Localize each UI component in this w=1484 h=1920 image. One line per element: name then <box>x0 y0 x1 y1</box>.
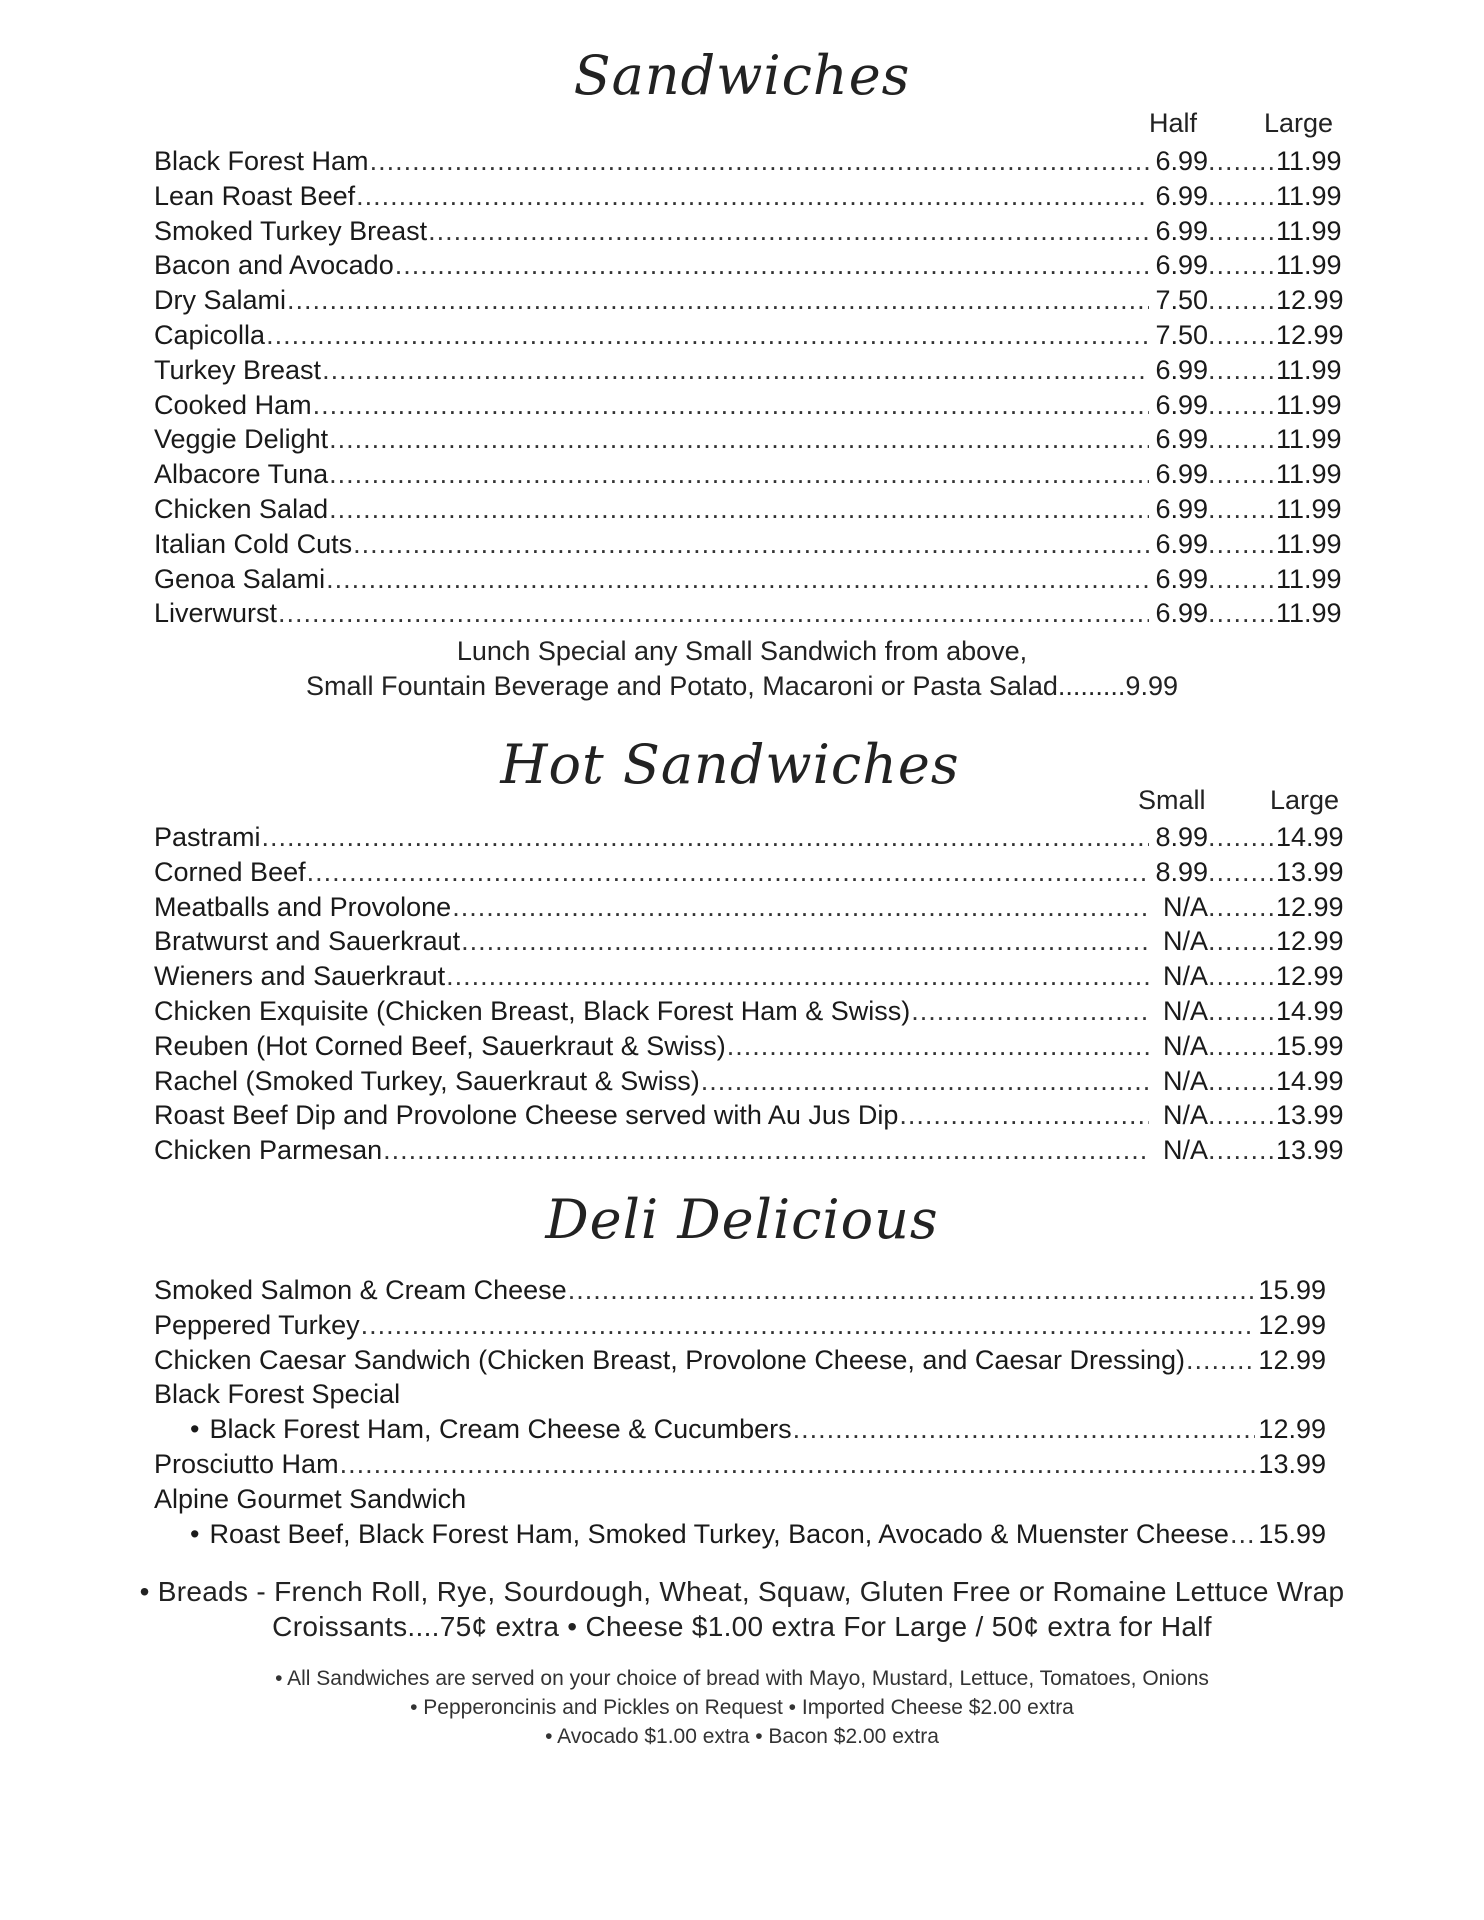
item-price: 13.99 <box>1258 1448 1326 1479</box>
dot-leader <box>262 822 1149 853</box>
dot-leader <box>1208 564 1276 595</box>
item-name: Peppered Turkey <box>154 1309 360 1340</box>
menu-item-row <box>154 494 1346 529</box>
sandwiches-list <box>154 146 1346 633</box>
item-price-large: 11.99 <box>1276 598 1342 629</box>
item-name: Black Forest Ham, Cream Cheese & Cucumbers <box>209 1414 792 1445</box>
dot-leader <box>340 1449 1255 1480</box>
dot-leader <box>356 181 1149 212</box>
item-name: Smoked Salmon & Cream Cheese <box>154 1275 567 1305</box>
item-price-half: 6.99 <box>1155 493 1208 524</box>
item-name: Chicken Exquisite (Chicken Breast, Black Forest Ham & Swiss) <box>154 995 911 1026</box>
item-name: Dry Salami <box>154 285 287 316</box>
item-name: Turkey Breast <box>154 354 322 385</box>
menu-item-row <box>154 822 1346 857</box>
item-price-half: 6.99 <box>1155 598 1208 629</box>
dot-leader <box>1208 892 1276 923</box>
item-price-large: 11.99 <box>1276 493 1342 524</box>
item-name: Albacore Tuna <box>154 459 329 490</box>
dot-leader <box>1208 216 1276 247</box>
item-name: Reuben (Hot Corned Beef, Sauerkraut & Swiss) <box>154 1030 726 1061</box>
dot-leader <box>313 390 1149 421</box>
dot-leader <box>1208 961 1276 992</box>
dot-leader <box>727 1031 1149 1062</box>
item-price-large: 11.99 <box>1276 389 1342 420</box>
dot-leader <box>287 285 1149 316</box>
item-price: 12.99 <box>1258 1309 1326 1340</box>
notes-line1: • All Sandwiches are served on your choice of bread with Mayo, Mustard, Lettuce, Tomatoes, Onions <box>275 1667 1209 1690</box>
item-price-small: N/A <box>1162 995 1208 1026</box>
item-name: Black Forest Special <box>154 1379 401 1410</box>
dot-leader <box>278 598 1149 629</box>
menu-item-row <box>154 598 1346 633</box>
dot-leader <box>1208 1100 1276 1131</box>
dot-leader <box>1208 424 1276 455</box>
item-price-large: 11.99 <box>1276 180 1342 211</box>
dot-leader <box>461 926 1149 957</box>
item-price-half: 6.99 <box>1155 250 1208 281</box>
menu-item-row <box>154 181 1346 216</box>
item-name: Prosciutto Ham <box>154 1448 339 1479</box>
item-name: Capicolla <box>154 319 266 350</box>
item-name: Chicken Salad <box>154 493 329 524</box>
item-price: 12.99 <box>1258 1414 1326 1445</box>
sandwiches-title: Sandwiches <box>573 44 911 107</box>
item-name: Veggie Delight <box>154 424 329 455</box>
dot-leader <box>452 892 1149 923</box>
dot-leader <box>568 1275 1255 1306</box>
sandwiches-col-large: Large <box>1264 108 1334 138</box>
menu-item-row <box>154 390 1346 425</box>
item-price-small: N/A <box>1162 1065 1208 1096</box>
item-price-half: 6.99 <box>1155 424 1208 455</box>
item-price: 12.99 <box>1258 1344 1326 1375</box>
menu-item-row <box>154 1100 1346 1135</box>
dot-leader <box>1186 1345 1255 1376</box>
hot-sandwiches-title: Hot Sandwiches <box>500 733 960 796</box>
bullet-icon: • <box>190 1518 200 1549</box>
menu-item-row <box>154 1031 1346 1066</box>
bullet-icon: • <box>190 1414 200 1445</box>
menu-item-row <box>154 285 1346 320</box>
item-price-small: N/A <box>1162 926 1208 957</box>
hot-sandwiches-list <box>154 822 1346 1170</box>
dot-leader <box>326 564 1149 595</box>
menu-item-row <box>154 1310 1326 1345</box>
dot-leader <box>793 1414 1255 1445</box>
item-price-half: 6.99 <box>1155 354 1208 385</box>
menu-sub-item-row <box>154 1414 1326 1449</box>
dot-leader <box>1208 459 1276 490</box>
menu-item-row <box>154 564 1346 599</box>
dot-leader <box>1208 822 1276 853</box>
notes-line2: • Pepperoncinis and Pickles on Request • Imported Cheese $2.00 extra <box>410 1696 1074 1719</box>
item-name: Lean Roast Beef <box>154 180 356 211</box>
item-price-large: 15.99 <box>1276 1030 1344 1061</box>
item-price-large: 12.99 <box>1276 319 1344 350</box>
sandwiches-col-half: Half <box>1149 108 1198 138</box>
item-price-half: 7.50 <box>1155 285 1208 316</box>
item-price-large: 11.99 <box>1276 528 1342 559</box>
item-price-small: N/A <box>1162 1030 1208 1061</box>
item-name: Bacon and Avocado <box>154 250 394 281</box>
dot-leader <box>701 1066 1149 1097</box>
item-name: Corned Beef <box>154 856 306 887</box>
item-name: Liverwurst <box>154 598 278 629</box>
item-price: 15.99 <box>1258 1518 1326 1549</box>
menu-item-row <box>154 1449 1326 1484</box>
dot-leader <box>1208 926 1276 957</box>
menu-item-row <box>154 529 1346 564</box>
lunch-special-line2: Small Fountain Beverage and Potato, Macaroni or Pasta Salad.........9.99 <box>305 671 1178 701</box>
menu-item-row <box>154 996 1346 1031</box>
item-price-large: 12.99 <box>1276 961 1344 992</box>
menu-item-row <box>154 892 1346 927</box>
item-name: Alpine Gourmet Sandwich <box>154 1483 467 1514</box>
item-price-large: 12.99 <box>1276 285 1344 316</box>
dot-leader <box>1208 250 1276 281</box>
menu-item-row <box>154 1345 1326 1380</box>
menu-item-row <box>154 1275 1326 1310</box>
item-name: Meatballs and Provolone <box>154 891 452 922</box>
item-name: Black Forest Ham <box>154 146 369 176</box>
item-price-large: 14.99 <box>1276 1065 1344 1096</box>
item-price-half: 6.99 <box>1155 389 1208 420</box>
item-price-large: 12.99 <box>1276 891 1344 922</box>
menu-item-row <box>154 961 1346 996</box>
item-price-small: 8.99 <box>1155 822 1208 852</box>
item-price-large: 11.99 <box>1276 354 1342 385</box>
menu-item-row <box>154 1379 1326 1414</box>
item-price-large: 11.99 <box>1276 250 1342 281</box>
item-name: Rachel (Smoked Turkey, Sauerkraut & Swiss) <box>154 1065 700 1096</box>
dot-leader <box>329 424 1149 455</box>
item-price: 15.99 <box>1258 1275 1326 1305</box>
dot-leader <box>1208 529 1276 560</box>
menu-item-row <box>154 926 1346 961</box>
item-price-small: N/A <box>1162 1135 1208 1166</box>
menu-item-row <box>154 320 1346 355</box>
item-price-half: 6.99 <box>1155 459 1208 490</box>
dot-leader <box>1208 494 1276 525</box>
dot-leader <box>1208 1135 1276 1166</box>
item-name: Wieners and Sauerkraut <box>154 961 446 992</box>
notes-line3: • Avocado $1.00 extra • Bacon $2.00 extra <box>545 1725 939 1748</box>
item-price-large: 11.99 <box>1276 215 1342 246</box>
breads-line2: Croissants....75¢ extra • Cheese $1.00 extra For Large / 50¢ extra for Half <box>272 1611 1212 1642</box>
item-price-large: 13.99 <box>1276 1135 1344 1166</box>
item-price-half: 6.99 <box>1155 563 1208 594</box>
item-price-small: N/A <box>1162 1100 1208 1131</box>
menu-item-row <box>154 250 1346 285</box>
dot-leader <box>322 355 1149 386</box>
item-name: Genoa Salami <box>154 563 326 594</box>
dot-leader <box>370 146 1149 177</box>
menu-item-row <box>154 459 1346 494</box>
dot-leader <box>395 250 1149 281</box>
dot-leader <box>1208 181 1276 212</box>
item-name: Roast Beef, Black Forest Ham, Smoked Turkey, Bacon, Avocado & Muenster Cheese <box>209 1518 1229 1549</box>
dot-leader <box>1208 320 1276 351</box>
menu-item-row <box>154 1135 1346 1170</box>
dot-leader <box>1208 598 1276 629</box>
item-price-half: 6.99 <box>1155 528 1208 559</box>
dot-leader <box>266 320 1149 351</box>
item-price-half: 6.99 <box>1155 180 1208 211</box>
item-name: Pastrami <box>154 822 261 852</box>
item-price-small: N/A <box>1162 961 1208 992</box>
dot-leader <box>361 1310 1255 1341</box>
menu-item-row <box>154 857 1346 892</box>
menu-sub-item-row <box>154 1519 1326 1554</box>
item-price-large: 13.99 <box>1276 856 1344 887</box>
deli-delicious-title: Deli Delicious <box>545 1188 939 1251</box>
menu-item-row <box>154 146 1346 181</box>
dot-leader <box>446 961 1149 992</box>
item-name: Roast Beef Dip and Provolone Cheese served with Au Jus Dip <box>154 1100 899 1131</box>
item-price-large: 14.99 <box>1276 995 1344 1026</box>
dot-leader <box>383 1135 1149 1166</box>
item-price-half: 7.50 <box>1155 319 1208 350</box>
item-price-large: 11.99 <box>1276 146 1342 176</box>
menu-item-row <box>154 216 1346 251</box>
dot-leader <box>329 459 1149 490</box>
item-price-small: 8.99 <box>1155 856 1208 887</box>
item-name: Chicken Parmesan <box>154 1135 383 1166</box>
item-name: Bratwurst and Sauerkraut <box>154 926 461 957</box>
dot-leader <box>1208 355 1276 386</box>
item-price-small: N/A <box>1162 891 1208 922</box>
item-name: Smoked Turkey Breast <box>154 215 428 246</box>
item-price-large: 14.99 <box>1276 822 1344 852</box>
hot-col-large: Large <box>1270 785 1340 815</box>
item-price-half: 6.99 <box>1155 146 1208 176</box>
dot-leader <box>1208 285 1276 316</box>
dot-leader <box>1208 857 1276 888</box>
dot-leader <box>307 857 1149 888</box>
dot-leader <box>1208 146 1276 177</box>
menu-item-row <box>154 1066 1346 1101</box>
menu-item-row <box>154 424 1346 459</box>
dot-leader <box>1208 1066 1276 1097</box>
item-price-large: 11.99 <box>1276 424 1342 455</box>
item-price-half: 6.99 <box>1155 215 1208 246</box>
item-price-large: 11.99 <box>1276 459 1342 490</box>
dot-leader <box>1208 390 1276 421</box>
dot-leader <box>899 1100 1149 1131</box>
item-price-large: 11.99 <box>1276 563 1342 594</box>
item-name: Chicken Caesar Sandwich (Chicken Breast, Provolone Cheese, and Caesar Dressing) <box>154 1344 1185 1375</box>
dot-leader <box>1230 1519 1255 1550</box>
breads-line1: • Breads - French Roll, Rye, Sourdough, Wheat, Squaw, Gluten Free or Romaine Lettuce Wrap <box>139 1576 1345 1607</box>
dot-leader <box>911 996 1149 1027</box>
hot-col-small: Small <box>1138 785 1206 815</box>
dot-leader <box>353 529 1149 560</box>
dot-leader <box>428 216 1149 247</box>
menu-item-row <box>154 355 1346 390</box>
deli-list <box>154 1275 1326 1553</box>
dot-leader <box>329 494 1149 525</box>
item-name: Italian Cold Cuts <box>154 528 353 559</box>
lunch-special-line1: Lunch Special any Small Sandwich from above, <box>456 636 1028 666</box>
item-price-large: 12.99 <box>1276 926 1344 957</box>
item-name: Cooked Ham <box>154 389 312 420</box>
dot-leader <box>1208 996 1276 1027</box>
menu-item-row <box>154 1484 1326 1519</box>
item-price-large: 13.99 <box>1276 1100 1344 1131</box>
dot-leader <box>1208 1031 1276 1062</box>
